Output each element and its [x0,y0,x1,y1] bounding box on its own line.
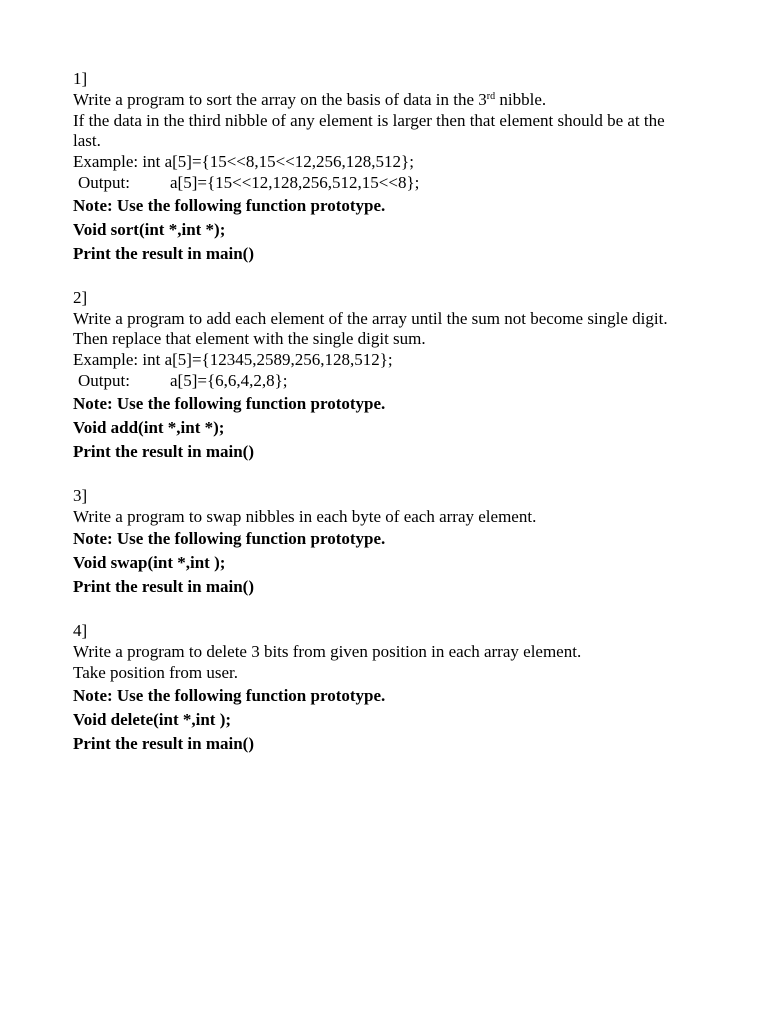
question-description: Write a program to add each element of the array until the sum not become single digit. Then replace that element with the single digit sum. [73,308,668,349]
output-value: a[5]={6,6,4,2,8}; [170,370,288,390]
question-1 [73,69,713,266]
note-line: Note: Use the following function prototype. [73,685,386,705]
question-description-detail: If the data in the third nibble of any element is larger then that element should be at the last. [73,110,665,151]
function-prototype: Void sort(int *,int *); [73,219,226,239]
question-description-detail: Take position from user. [73,662,239,682]
question-description: Write a program to swap nibbles in each byte of each array element. [73,506,537,526]
example-line: Example: int a[5]={15<<8,15<<12,256,128,512}; [73,152,414,172]
question-4 [73,621,713,755]
note-line: Note: Use the following function prototype. [73,529,386,549]
output-line [73,173,713,194]
question-number: 1] [73,69,88,88]
ordinal-superscript: rd [486,90,496,102]
print-instruction: Print the result in main() [73,733,255,753]
output-line [73,371,713,392]
question-number: 4] [73,621,88,641]
question-description: Write a program to delete 3 bits from given position in each array element. [73,642,582,662]
note-line: Note: Use the following function prototype. [73,195,386,215]
output-label: Output: [78,172,130,192]
question-description: Write a program to sort the array on the basis of data in the 3rd nibble. [73,89,547,109]
example-line: Example: int a[5]={12345,2589,256,128,512}; [73,350,393,370]
print-instruction: Print the result in main() [73,441,255,461]
output-label: Output: [78,370,130,390]
function-prototype: Void delete(int *,int ); [73,709,232,729]
question-number: 3] [73,485,88,505]
print-instruction: Print the result in main() [73,243,255,263]
print-instruction: Print the result in main() [73,577,255,597]
document-page [73,69,713,778]
function-prototype: Void add(int *,int *); [73,417,225,437]
function-prototype: Void swap(int *,int ); [73,553,226,573]
question-3 [73,486,713,600]
note-line: Note: Use the following function prototype. [73,393,386,413]
output-value: a[5]={15<<12,128,256,512,15<<8}; [170,172,420,192]
question-number: 2] [73,287,88,307]
question-2 [73,288,713,464]
